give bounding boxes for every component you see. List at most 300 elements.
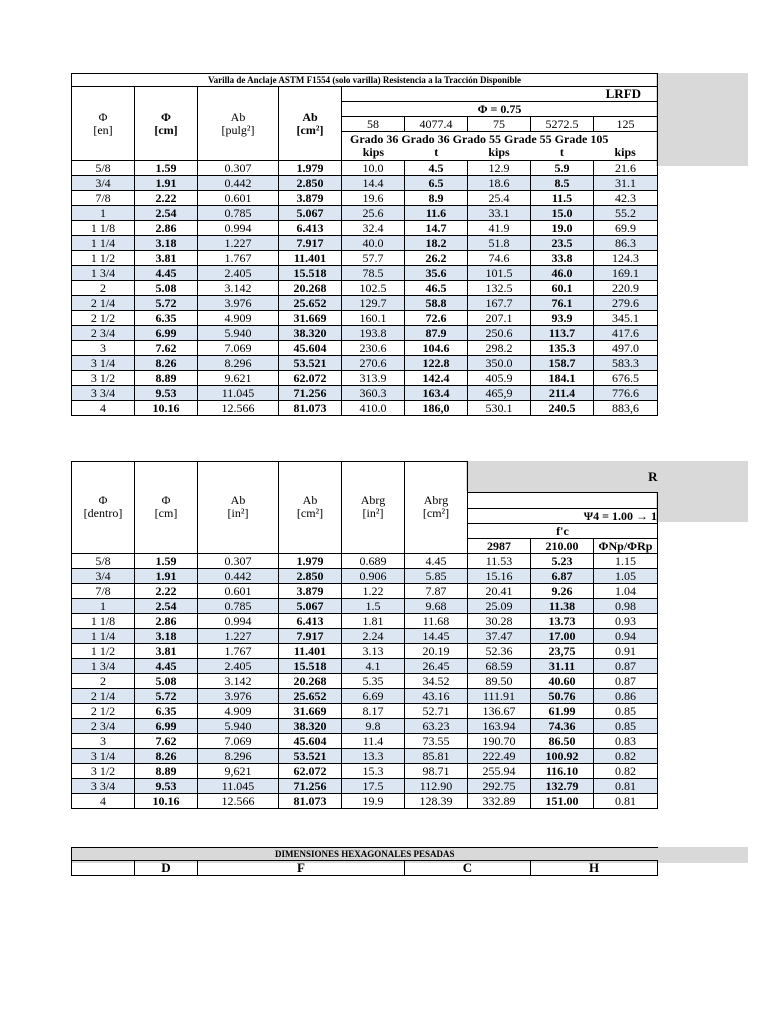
table-cell: 0.83 <box>594 733 658 748</box>
table2-col-abrg-cm <box>405 462 468 554</box>
table-row <box>72 643 658 658</box>
table-row <box>72 703 658 718</box>
table-cell: 1.59 <box>135 553 198 568</box>
table-cell: 2 1/2 <box>72 311 135 326</box>
table3-blank-header <box>72 861 135 876</box>
table-cell: 193.8 <box>342 326 405 341</box>
table-cell: 0.87 <box>594 658 658 673</box>
table-cell: 3 <box>72 733 135 748</box>
table-cell: 0.307 <box>198 553 279 568</box>
header-h: H <box>531 861 658 876</box>
table-cell: 151.00 <box>531 793 594 808</box>
table-cell: 76.1 <box>531 296 594 311</box>
table-cell: 8.296 <box>198 748 279 763</box>
table-cell: 7/8 <box>72 191 135 206</box>
table-cell: 0.81 <box>594 793 658 808</box>
table-row <box>72 206 658 221</box>
psi-factor: Ψ4 = 1.00 → 1 <box>468 508 658 523</box>
table-cell: 5.08 <box>135 673 198 688</box>
table-cell: 11.401 <box>279 643 342 658</box>
table-cell: 1.22 <box>342 583 405 598</box>
table-cell: 98.71 <box>405 763 468 778</box>
table-cell: 33.1 <box>468 206 531 221</box>
table-cell: 87.9 <box>405 326 468 341</box>
table2-col-phi-cm <box>135 462 198 554</box>
phi-symbol: Φ <box>161 493 171 508</box>
table-cell: 112.90 <box>405 778 468 793</box>
table-cell: 12.9 <box>468 161 531 176</box>
fu-value: 4077.4 <box>405 117 468 132</box>
table-cell: 31.1 <box>594 176 658 191</box>
table-cell: 19.6 <box>342 191 405 206</box>
table-cell: 5.940 <box>198 326 279 341</box>
table-cell: 25.09 <box>468 598 531 613</box>
unit-label: t <box>559 145 564 159</box>
table-row <box>72 778 658 793</box>
table-cell: 69.9 <box>594 221 658 236</box>
table-cell: 1 1/4 <box>72 628 135 643</box>
table2-col-ab-in <box>198 462 279 554</box>
table-cell: 51.8 <box>468 236 531 251</box>
table-cell: 8.26 <box>135 356 198 371</box>
table-cell: 0.82 <box>594 748 658 763</box>
table-cell: 8.5 <box>531 176 594 191</box>
table-cell: 270.6 <box>342 356 405 371</box>
table-cell: 3 3/4 <box>72 778 135 793</box>
table-cell: 583.3 <box>594 356 658 371</box>
table-cell: 332.89 <box>468 793 531 808</box>
ab-unit-cm: [cm²] <box>296 506 324 521</box>
table-row <box>72 688 658 703</box>
table-cell: 2 <box>72 673 135 688</box>
header-f: F <box>198 861 405 876</box>
table-cell: 8.9 <box>405 191 468 206</box>
table-cell: 1.15 <box>594 553 658 568</box>
table-cell: 360.3 <box>342 386 405 401</box>
table-cell: 10.16 <box>135 793 198 808</box>
table-cell: 15.3 <box>342 763 405 778</box>
table-cell: 7.069 <box>198 341 279 356</box>
table-cell: 8.89 <box>135 371 198 386</box>
table-cell: 169.1 <box>594 266 658 281</box>
table-cell: 220.9 <box>594 281 658 296</box>
table-cell: 7/8 <box>72 583 135 598</box>
table-cell: 113.7 <box>531 326 594 341</box>
table-cell: 6.413 <box>279 221 342 236</box>
table-cell: 81.073 <box>279 401 342 416</box>
table-row <box>72 568 658 583</box>
table2-corner-letter: R <box>468 462 658 493</box>
table-cell: 163.4 <box>405 386 468 401</box>
table-cell: 11.6 <box>405 206 468 221</box>
table-cell: 71.256 <box>279 386 342 401</box>
table-row <box>72 356 658 371</box>
table-cell: 3.18 <box>135 236 198 251</box>
table-cell: 124.3 <box>594 251 658 266</box>
table-cell: 4.1 <box>342 658 405 673</box>
table-cell: 3 <box>72 341 135 356</box>
table-cell: 7.62 <box>135 733 198 748</box>
table-cell: 345.1 <box>594 311 658 326</box>
table-row <box>72 793 658 808</box>
table-cell: 63.23 <box>405 718 468 733</box>
table-cell: 6.87 <box>531 568 594 583</box>
table-cell: 62.072 <box>279 371 342 386</box>
table-cell: 5/8 <box>72 161 135 176</box>
table-cell: 0.94 <box>594 628 658 643</box>
table-cell: 40.60 <box>531 673 594 688</box>
table-row <box>72 176 658 191</box>
table-cell: 32.4 <box>342 221 405 236</box>
table-cell: 222.49 <box>468 748 531 763</box>
table-cell: 9.8 <box>342 718 405 733</box>
table-cell: 43.16 <box>405 688 468 703</box>
table-cell: 6.69 <box>342 688 405 703</box>
table-cell: 7.069 <box>198 733 279 748</box>
table-cell: 2.22 <box>135 583 198 598</box>
table-cell: 5/8 <box>72 553 135 568</box>
table-cell: 4.5 <box>405 161 468 176</box>
unit-label: kips <box>488 145 510 159</box>
table-cell: 1.227 <box>198 628 279 643</box>
table-cell: 0.785 <box>198 598 279 613</box>
table-cell: 186,0 <box>405 401 468 416</box>
table-cell: 2.405 <box>198 658 279 673</box>
table-cell: 31.669 <box>279 703 342 718</box>
table-row <box>72 161 658 176</box>
table-cell: 3 1/2 <box>72 371 135 386</box>
table-cell: 250.6 <box>468 326 531 341</box>
phi-symbol: Φ <box>98 493 108 508</box>
abrg-label: Abrg <box>360 493 386 508</box>
unit-label: kips <box>362 145 385 159</box>
table-cell: 31.669 <box>279 311 342 326</box>
phi-unit-cm: [cm] <box>154 122 178 137</box>
table-cell: 1 1/2 <box>72 643 135 658</box>
table-cell: 3.18 <box>135 628 198 643</box>
fu-value: 58 <box>342 117 405 132</box>
table-cell: 0.82 <box>594 763 658 778</box>
table-cell: 0.86 <box>594 688 658 703</box>
phi-factor: Φ = 0.75 <box>342 102 658 117</box>
table-cell: 0.785 <box>198 206 279 221</box>
table-cell: 160.1 <box>342 311 405 326</box>
unit-label: kips <box>614 145 636 159</box>
table-cell: 60.1 <box>531 281 594 296</box>
table-cell: 2 1/2 <box>72 703 135 718</box>
phi-symbol: Φ <box>98 109 108 124</box>
table-cell: 9,621 <box>198 763 279 778</box>
fc-label: f'c <box>468 523 658 538</box>
table-row <box>72 311 658 326</box>
table-cell: 211.4 <box>531 386 594 401</box>
table-cell: 1.767 <box>198 643 279 658</box>
table-cell: 11.38 <box>531 598 594 613</box>
table-cell: 776.6 <box>594 386 658 401</box>
table-cell: 40.0 <box>342 236 405 251</box>
table-cell: 2.24 <box>342 628 405 643</box>
table-cell: 2 <box>72 281 135 296</box>
table-cell: 240.5 <box>531 401 594 416</box>
table-cell: 86.50 <box>531 733 594 748</box>
table1-col-ab-cm <box>279 87 342 161</box>
table-cell: 1 <box>72 206 135 221</box>
table-cell: 78.5 <box>342 266 405 281</box>
table-cell: 53.521 <box>279 748 342 763</box>
table-cell: 2.22 <box>135 191 198 206</box>
heavy-hex-dimensions-table <box>71 847 658 876</box>
table-cell: 1 1/4 <box>72 236 135 251</box>
table-cell: 50.76 <box>531 688 594 703</box>
table-cell: 0.601 <box>198 583 279 598</box>
table-row <box>72 628 658 643</box>
table-cell: 8.17 <box>342 703 405 718</box>
table-cell: 18.2 <box>405 236 468 251</box>
table-cell: 2 1/4 <box>72 688 135 703</box>
table-row <box>72 748 658 763</box>
table-cell: 158.7 <box>531 356 594 371</box>
table-cell: 85.81 <box>405 748 468 763</box>
table-row <box>72 553 658 568</box>
table-cell: 6.5 <box>405 176 468 191</box>
table-cell: 15.518 <box>279 266 342 281</box>
table-cell: 2.850 <box>279 568 342 583</box>
ab-unit-in: [in²] <box>227 506 249 521</box>
table-cell: 25.4 <box>468 191 531 206</box>
table-cell: 207.1 <box>468 311 531 326</box>
table-cell: 4.45 <box>135 266 198 281</box>
table-cell: 68.59 <box>468 658 531 673</box>
table-cell: 52.36 <box>468 643 531 658</box>
table-cell: 4.45 <box>135 658 198 673</box>
table-cell: 279.6 <box>594 296 658 311</box>
table-cell: 410.0 <box>342 401 405 416</box>
table-cell: 21.6 <box>594 161 658 176</box>
table-cell: 676.5 <box>594 371 658 386</box>
table-cell: 17.00 <box>531 628 594 643</box>
table-cell: 62.072 <box>279 763 342 778</box>
table-cell: 3 1/4 <box>72 356 135 371</box>
table-cell: 15.16 <box>468 568 531 583</box>
table-cell: 5.08 <box>135 281 198 296</box>
table-cell: 38.320 <box>279 326 342 341</box>
table-cell: 1.91 <box>135 176 198 191</box>
table-cell: 1.59 <box>135 161 198 176</box>
ab-label: Ab <box>230 493 246 508</box>
table-cell: 2.86 <box>135 221 198 236</box>
table-cell: 2 3/4 <box>72 718 135 733</box>
table-cell: 497.0 <box>594 341 658 356</box>
table-cell: 0.85 <box>594 718 658 733</box>
table-cell: 111.91 <box>468 688 531 703</box>
table-cell: 74.36 <box>531 718 594 733</box>
table-cell: 35.6 <box>405 266 468 281</box>
anchor-pullout-table <box>71 461 658 809</box>
table-cell: 405.9 <box>468 371 531 386</box>
table-cell: 3.13 <box>342 643 405 658</box>
table-cell: 30.28 <box>468 613 531 628</box>
table-cell: 163.94 <box>468 718 531 733</box>
table-cell: 0.91 <box>594 643 658 658</box>
table-cell: 142.4 <box>405 371 468 386</box>
table-cell: 1.04 <box>594 583 658 598</box>
table-cell: 102.5 <box>342 281 405 296</box>
table-cell: 57.7 <box>342 251 405 266</box>
table-row <box>72 296 658 311</box>
table-cell: 3.81 <box>135 643 198 658</box>
table-cell: 9.68 <box>405 598 468 613</box>
table-cell: 350.0 <box>468 356 531 371</box>
table-cell: 1 3/4 <box>72 658 135 673</box>
table1-title: Varilla de Anclaje ASTM F1554 (solo varilla) Resistencia a la Tracción Disponible <box>72 74 658 87</box>
table-cell: 46.5 <box>405 281 468 296</box>
table1-body <box>72 161 658 416</box>
table-row <box>72 251 658 266</box>
table-cell: 3 1/2 <box>72 763 135 778</box>
table-cell: 5.067 <box>279 206 342 221</box>
table-cell: 0.442 <box>198 176 279 191</box>
table-cell: 2.405 <box>198 266 279 281</box>
fu-value: 75 <box>468 117 531 132</box>
table-cell: 7.917 <box>279 628 342 643</box>
table-cell: 0.994 <box>198 613 279 628</box>
table-cell: 11.5 <box>531 191 594 206</box>
fu-value: 125 <box>594 117 658 132</box>
grade-units-cell <box>342 132 658 161</box>
gray-band-1 <box>656 73 748 166</box>
table-row <box>72 598 658 613</box>
table2-col-phi-in <box>72 462 135 554</box>
table-cell: 89.50 <box>468 673 531 688</box>
table-cell: 7.87 <box>405 583 468 598</box>
table-row <box>72 221 658 236</box>
table-cell: 15.0 <box>531 206 594 221</box>
table-cell: 292.75 <box>468 778 531 793</box>
table-cell: 255.94 <box>468 763 531 778</box>
table-cell: 14.45 <box>405 628 468 643</box>
table-cell: 20.268 <box>279 281 342 296</box>
table1-col-phi-cm <box>135 87 198 161</box>
table-cell: 18.6 <box>468 176 531 191</box>
header-d: D <box>135 861 198 876</box>
table-cell: 1.5 <box>342 598 405 613</box>
table-cell: 11.045 <box>198 386 279 401</box>
table-cell: 190.70 <box>468 733 531 748</box>
table-cell: 20.268 <box>279 673 342 688</box>
table-cell: 4 <box>72 793 135 808</box>
table-row <box>72 386 658 401</box>
fu-value: 5272.5 <box>531 117 594 132</box>
table-row <box>72 658 658 673</box>
table-cell: 0.81 <box>594 778 658 793</box>
table-cell: 530.1 <box>468 401 531 416</box>
table-cell: 5.940 <box>198 718 279 733</box>
table-cell: 12.566 <box>198 793 279 808</box>
phi-unit-in: [dentro] <box>83 506 123 521</box>
table2-blank-header <box>468 492 658 508</box>
table-cell: 6.99 <box>135 718 198 733</box>
abrg-unit-in: [in²] <box>362 506 384 521</box>
abrg-unit-cm: [cm²] <box>422 506 450 521</box>
table-cell: 5.72 <box>135 296 198 311</box>
table-cell: 0.98 <box>594 598 658 613</box>
table-cell: 3.142 <box>198 281 279 296</box>
table-cell: 3.976 <box>198 688 279 703</box>
grade-labels: Grado 36 Grado 36 Grado 55 Grade 55 Grade 105 <box>350 132 609 146</box>
table-cell: 42.3 <box>594 191 658 206</box>
table-cell: 14.4 <box>342 176 405 191</box>
table-cell: 5.9 <box>531 161 594 176</box>
table-cell: 25.6 <box>342 206 405 221</box>
table-cell: 3 3/4 <box>72 386 135 401</box>
table-cell: 6.99 <box>135 326 198 341</box>
table-cell: 1 1/8 <box>72 221 135 236</box>
table-cell: 23,75 <box>531 643 594 658</box>
table-cell: 11.4 <box>342 733 405 748</box>
table-cell: 883,6 <box>594 401 658 416</box>
unit-label: t <box>434 145 439 159</box>
phi-unit-cm: [cm] <box>154 506 178 521</box>
table-cell: 52.71 <box>405 703 468 718</box>
table-cell: 10.0 <box>342 161 405 176</box>
table-cell: 135.3 <box>531 341 594 356</box>
table-cell: 2 1/4 <box>72 296 135 311</box>
table-cell: 17.5 <box>342 778 405 793</box>
table-cell: 184.1 <box>531 371 594 386</box>
table-row <box>72 583 658 598</box>
table-cell: 1.979 <box>279 161 342 176</box>
table1-col-ab-in <box>198 87 279 161</box>
table2-body <box>72 553 658 808</box>
table-cell: 7.62 <box>135 341 198 356</box>
table-cell: 13.3 <box>342 748 405 763</box>
table-cell: 2 3/4 <box>72 326 135 341</box>
table-cell: 31.11 <box>531 658 594 673</box>
table-cell: 41.9 <box>468 221 531 236</box>
table-cell: 6.413 <box>279 613 342 628</box>
table-cell: 45.604 <box>279 733 342 748</box>
table-cell: 19.9 <box>342 793 405 808</box>
table-cell: 45.604 <box>279 341 342 356</box>
table-cell: 1.227 <box>198 236 279 251</box>
table-cell: 1.91 <box>135 568 198 583</box>
table-cell: 0.689 <box>342 553 405 568</box>
table-cell: 417.6 <box>594 326 658 341</box>
table-cell: 61.99 <box>531 703 594 718</box>
table-cell: 23.5 <box>531 236 594 251</box>
table-cell: 11.401 <box>279 251 342 266</box>
table-cell: 6.35 <box>135 703 198 718</box>
table-cell: 3 1/4 <box>72 748 135 763</box>
table-cell: 313.9 <box>342 371 405 386</box>
table-cell: 55.2 <box>594 206 658 221</box>
table-cell: 73.55 <box>405 733 468 748</box>
table-cell: 86.3 <box>594 236 658 251</box>
table-row <box>72 673 658 688</box>
table-row <box>72 718 658 733</box>
table-cell: 5.85 <box>405 568 468 583</box>
table-cell: 81.073 <box>279 793 342 808</box>
lrfd-header: LRFD <box>342 87 658 102</box>
table-cell: 465,9 <box>468 386 531 401</box>
table-cell: 2.54 <box>135 598 198 613</box>
table-cell: 128.39 <box>405 793 468 808</box>
table-cell: 6.35 <box>135 311 198 326</box>
table-cell: 100.92 <box>531 748 594 763</box>
table-cell: 101.5 <box>468 266 531 281</box>
table-cell: 93.9 <box>531 311 594 326</box>
table-cell: 26.2 <box>405 251 468 266</box>
